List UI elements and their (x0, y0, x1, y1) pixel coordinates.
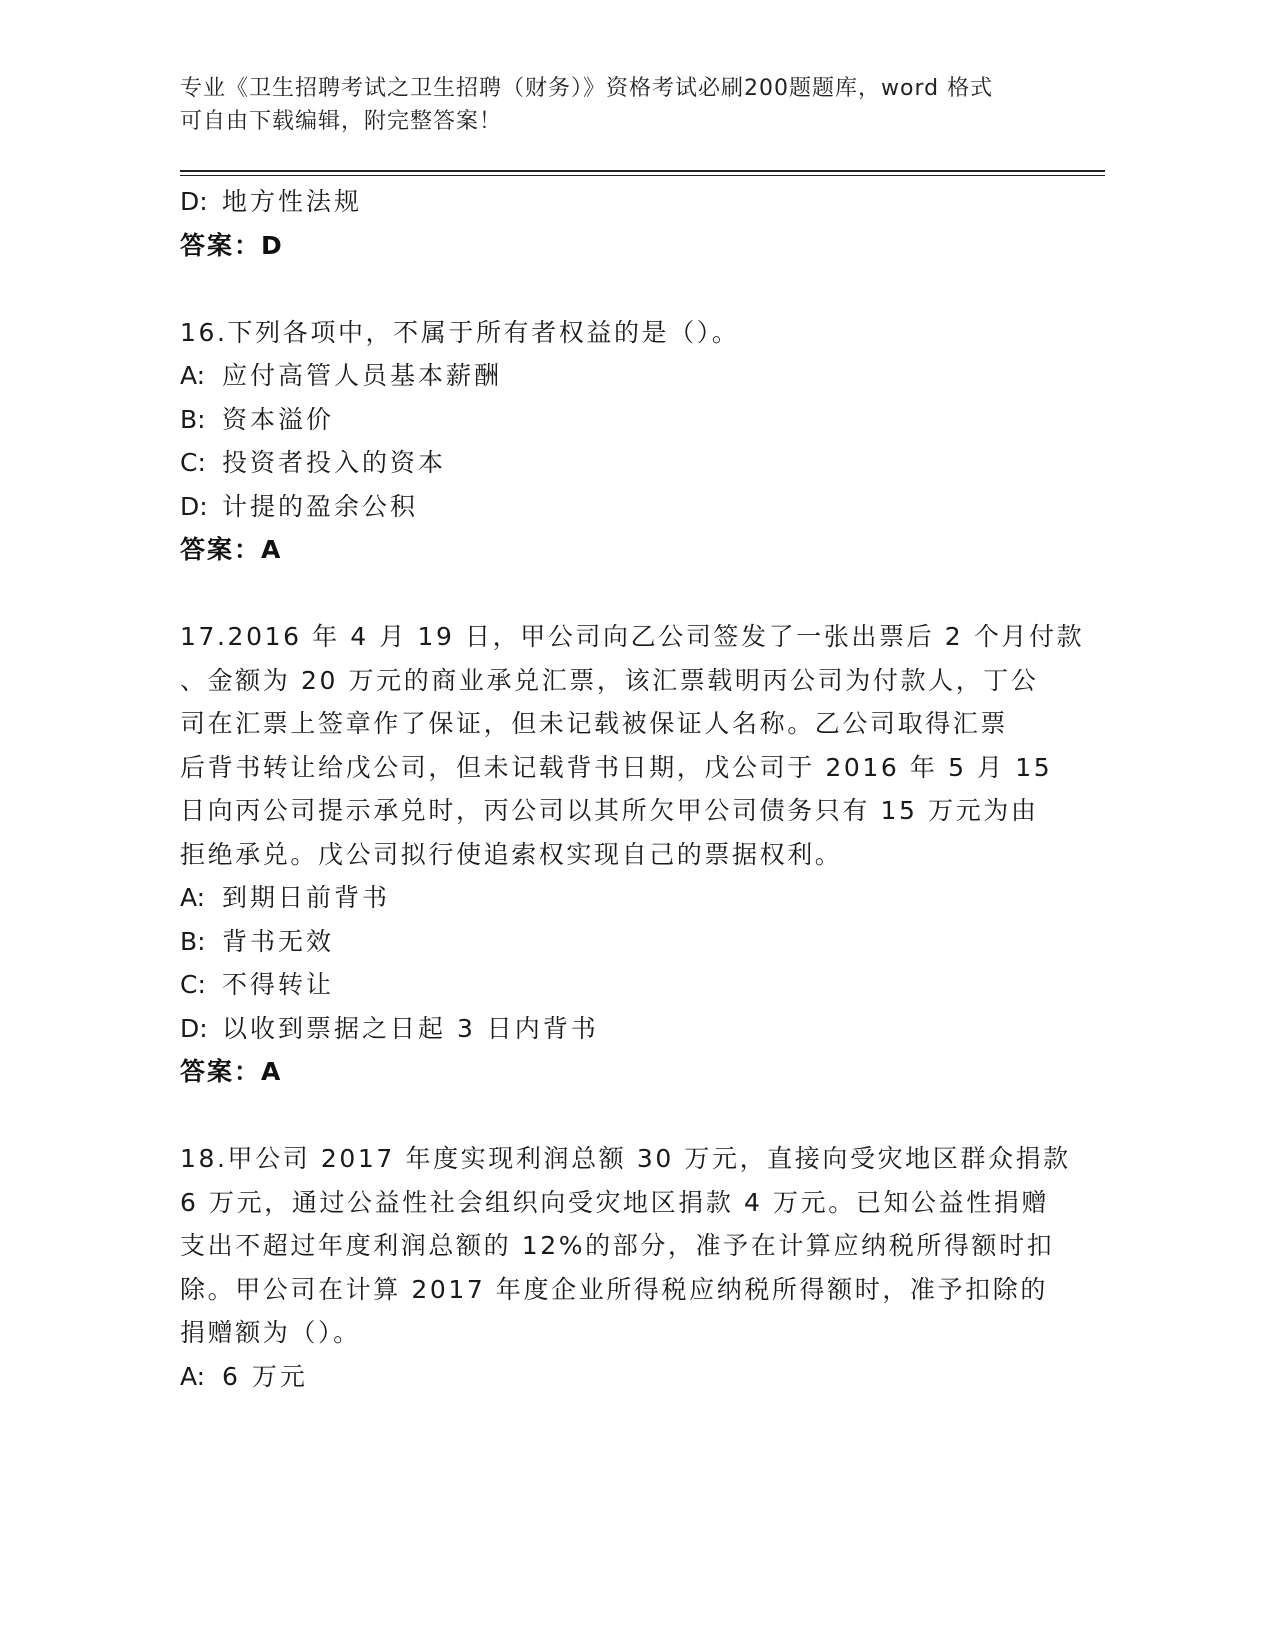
option-text: 以收到票据之日起 3 日内背书 (222, 1013, 599, 1043)
option-text: 计提的盈余公积 (222, 491, 419, 521)
question-line: 6 万元，通过公益性社会组织向受灾地区捐款 4 万元。已知公益性捐赠 (180, 1187, 1050, 1217)
question-17-text (180, 615, 1085, 876)
question-line: 后背书转让给戊公司，但未记载背书日期，戊公司于 2016 年 5 月 15 (180, 752, 1053, 782)
header-title-line-2: 可自由下载编辑，附完整答案！ (180, 109, 503, 134)
question-line: 日向丙公司提示承兑时，丙公司以其所欠甲公司债务只有 15 万元为由 (180, 796, 1039, 825)
option-b (180, 920, 1040, 964)
option-letter: A: (180, 1361, 206, 1391)
question-line: 拒绝承兑。戊公司拟行使追索权实现自己的票据权利。 (180, 839, 843, 869)
answer-line: 答案：A (180, 535, 283, 564)
option-text: 不得转让 (222, 970, 335, 999)
option-a (180, 354, 1040, 398)
header-title-line-1: 专业《卫生招聘考试之卫生招聘（财务）》资格考试必刷200题题库，word 格式 (180, 76, 994, 101)
spacer (180, 1094, 1040, 1138)
option-letter: B: (180, 404, 206, 434)
option-text: 6 万元 (222, 1361, 308, 1391)
option-b (180, 398, 1040, 442)
question-18-text (180, 1137, 1071, 1355)
spacer (180, 572, 1040, 616)
question-line: 除。甲公司在计算 2017 年度企业所得税应纳税所得额时，准予扣除的 (180, 1274, 1048, 1304)
option-text: 背书无效 (222, 926, 335, 956)
option-text: 投资者投入的资本 (222, 448, 447, 477)
spacer (180, 267, 1040, 311)
question-line: 支出不超过年度利润总额的 12%的部分，准予在计算应纳税所得额时扣 (180, 1231, 1055, 1260)
option-letter: C: (180, 448, 206, 477)
option-letter: A: (180, 361, 206, 390)
header-divider-thin (180, 175, 1105, 176)
question-16-text (180, 311, 1040, 355)
option-letter: A: (180, 883, 206, 912)
option-a (180, 876, 1040, 920)
question-content (180, 180, 1085, 1398)
option-text: 到期日前背书 (222, 883, 391, 912)
option-c (180, 441, 1040, 485)
option-letter: B: (180, 926, 206, 956)
question-line: 、金额为 20 万元的商业承兑汇票，该汇票载明丙公司为付款人，丁公 (180, 665, 1039, 695)
question-line: 16.下列各项中，不属于所有者权益的是（）。 (180, 317, 740, 347)
answer-line: 答案：D (180, 230, 284, 260)
question-line: 18.甲公司 2017 年度实现利润总额 30 万元，直接向受灾地区群众捐款 (180, 1144, 1071, 1173)
question-line: 司在汇票上签章作了保证，但未记载被保证人名称。乙公司取得汇票 (180, 709, 1009, 738)
header-divider-thick (180, 170, 1105, 172)
question-line: 捐赠额为（）。 (180, 1318, 361, 1347)
option-letter: D: (180, 491, 208, 521)
option-text: 资本溢价 (222, 404, 335, 434)
option-text: 地方性法规 (222, 187, 363, 216)
option-d (180, 485, 1040, 529)
option-letter: D: (180, 187, 208, 216)
question-line: 17.2016 年 4 月 19 日，甲公司向乙公司签发了一张出票后 2 个月付款 (180, 622, 1085, 651)
answer-line: 答案：A (180, 1057, 283, 1086)
option-a (180, 1355, 1040, 1399)
option-text: 应付高管人员基本薪酬 (222, 361, 503, 390)
document-header (180, 72, 1040, 138)
option-d (180, 180, 1040, 224)
option-d (180, 1007, 1040, 1051)
option-c (180, 963, 1040, 1007)
option-letter: D: (180, 1013, 208, 1043)
option-letter: C: (180, 970, 206, 999)
